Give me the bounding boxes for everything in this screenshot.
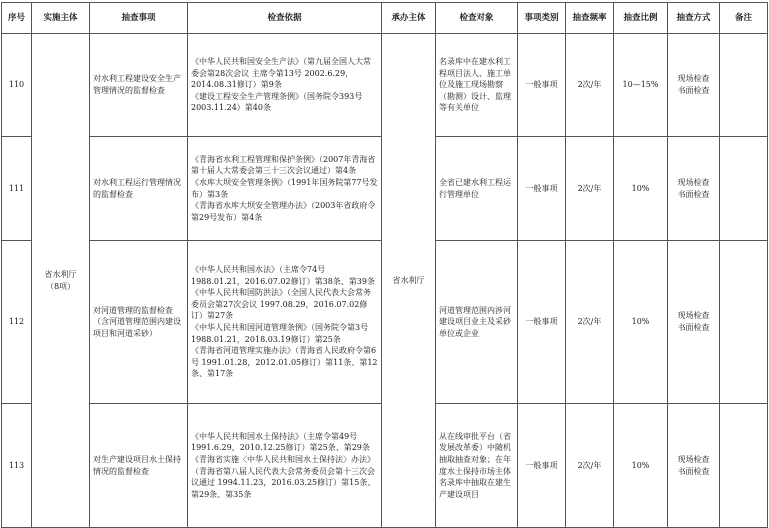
- row-number: 113: [2, 404, 32, 528]
- header-basis: 检查依据: [188, 3, 382, 34]
- item-category: 一般事项: [518, 241, 566, 404]
- inspection-item: 对生产建设项目水土保持情况的监督检查: [90, 404, 188, 528]
- inspection-basis: [188, 241, 382, 404]
- inspection-item: 对水利工程运行管理情况的监督检查: [90, 137, 188, 241]
- inspection-method: 现场检查 书面检查: [668, 137, 720, 241]
- row-number: 110: [2, 34, 32, 137]
- header-handler: 承办主体: [382, 3, 436, 34]
- inspection-target: 河道管理范围内涉河建设项目业主及采砂单位或企业: [436, 241, 518, 404]
- basis-entry: 《中华人民共和国水土保持法》（主席令第49号 1991.6.29，2010.12.25修订）第25条、第29条: [191, 431, 370, 453]
- row-number: 111: [2, 137, 32, 241]
- basis-entry: 《中华人民共和国河道管理条例》（国务院令第3号 1988.01.21，2018.03.19修订）第25条: [191, 323, 369, 344]
- inspection-target: 名录库中在建水利工程项目法人、施工单位及施工现场勘察（勘测）设计、监理等有关单位: [436, 34, 518, 137]
- basis-entry: 《青海省河道管理实施办法》（青海省人民政府令第6号 1991.01.28，2012.01.05修订）第11条、第12条、第17条: [191, 346, 378, 379]
- inspection-frequency: 2次/年: [566, 404, 614, 528]
- handler-cell: 省水利厅: [382, 34, 436, 528]
- table-row: [2, 34, 768, 137]
- inspection-item: 对河道管理的监督检查（含河道管理范围内建设项目和河道采砂）: [90, 241, 188, 404]
- item-category: 一般事项: [518, 404, 566, 528]
- row-number: 112: [2, 241, 32, 404]
- inspection-method: 现场检查 书面检查: [668, 241, 720, 404]
- basis-entry: 《水库大坝安全管理条例》（1991年国务院第77号发布）第3条: [191, 177, 378, 199]
- inspection-frequency: 2次/年: [566, 241, 614, 404]
- inspection-ratio: 10%: [614, 241, 668, 404]
- inspection-frequency: 2次/年: [566, 34, 614, 137]
- note-cell: [720, 404, 768, 528]
- header-no: 序号: [2, 3, 32, 34]
- inspection-ratio: 10%: [614, 137, 668, 241]
- header-note: 备注: [720, 3, 768, 34]
- inspection-item: 对水利工程建设安全生产管理情况的监督检查: [90, 34, 188, 137]
- header-frequency: 抽查频率: [566, 3, 614, 34]
- header-method: 抽查方式: [668, 3, 720, 34]
- header-target: 检查对象: [436, 3, 518, 34]
- note-cell: [720, 241, 768, 404]
- header-item: 抽查事项: [90, 3, 188, 34]
- inspection-basis: [188, 137, 382, 241]
- inspection-table: [1, 2, 768, 528]
- inspection-basis: [188, 34, 382, 137]
- basis-entry: 《中华人民共和国防洪法》（全国人民代表大会常务委员会第27次会议 1997.08.29，2016.07.02修订）第27条: [191, 288, 371, 321]
- basis-entry: 《青海省水库大坝安全管理办法》（2003年省政府令第29号发布）第4条: [191, 201, 376, 222]
- header-row: [2, 3, 768, 34]
- header-ratio: 抽查比例: [614, 3, 668, 34]
- basis-entry: 《青海省水利工程管理和保护条例》（2007年青海省第十届人大常委会第三十三次会议通过）第4条: [191, 154, 376, 176]
- inspection-method: 现场检查 书面检查: [668, 404, 720, 528]
- inspection-ratio: 10%: [614, 404, 668, 528]
- note-cell: [720, 137, 768, 241]
- inspection-frequency: 2次/年: [566, 137, 614, 241]
- item-category: 一般事项: [518, 34, 566, 137]
- basis-entry: 《青海省实施〈中华人民共和国水土保持法〉办法》（青海省第八届人民代表大会常务委员会第十三次会议通过 1994.11.23，2016.03.25修订）第15条、第29条、第35条: [191, 454, 376, 499]
- inspection-ratio: 10—15%: [614, 34, 668, 137]
- item-category: 一般事项: [518, 137, 566, 241]
- implementer-cell: 省水利厅 （8项）: [32, 34, 90, 528]
- header-category: 事项类别: [518, 3, 566, 34]
- inspection-method: 现场检查 书面检查: [668, 34, 720, 137]
- basis-entry: 《中华人民共和国水法》（主席令74号 1988.01.21，2016.07.02修订）第38条、第39条: [191, 265, 375, 286]
- inspection-basis: [188, 404, 382, 528]
- note-cell: [720, 34, 768, 137]
- inspection-target: 全省已建水利工程运行管理单位: [436, 137, 518, 241]
- inspection-target: 从在线审批平台（省发展改革委）中随机抽取抽查对象；在年度水土保持市场主体名录库中抽取在建生产建设项目: [436, 404, 518, 528]
- header-implementer: 实施主体: [32, 3, 90, 34]
- basis-entry: 《建设工程安全生产管理条例》（国务院令393号 2003.11.24）第40条: [191, 91, 363, 113]
- basis-entry: 《中华人民共和国安全生产法》（第九届全国人大常委会第28次会议 主席令第13号 2002.6.29，2014.08.31修订）第9条: [191, 57, 371, 90]
